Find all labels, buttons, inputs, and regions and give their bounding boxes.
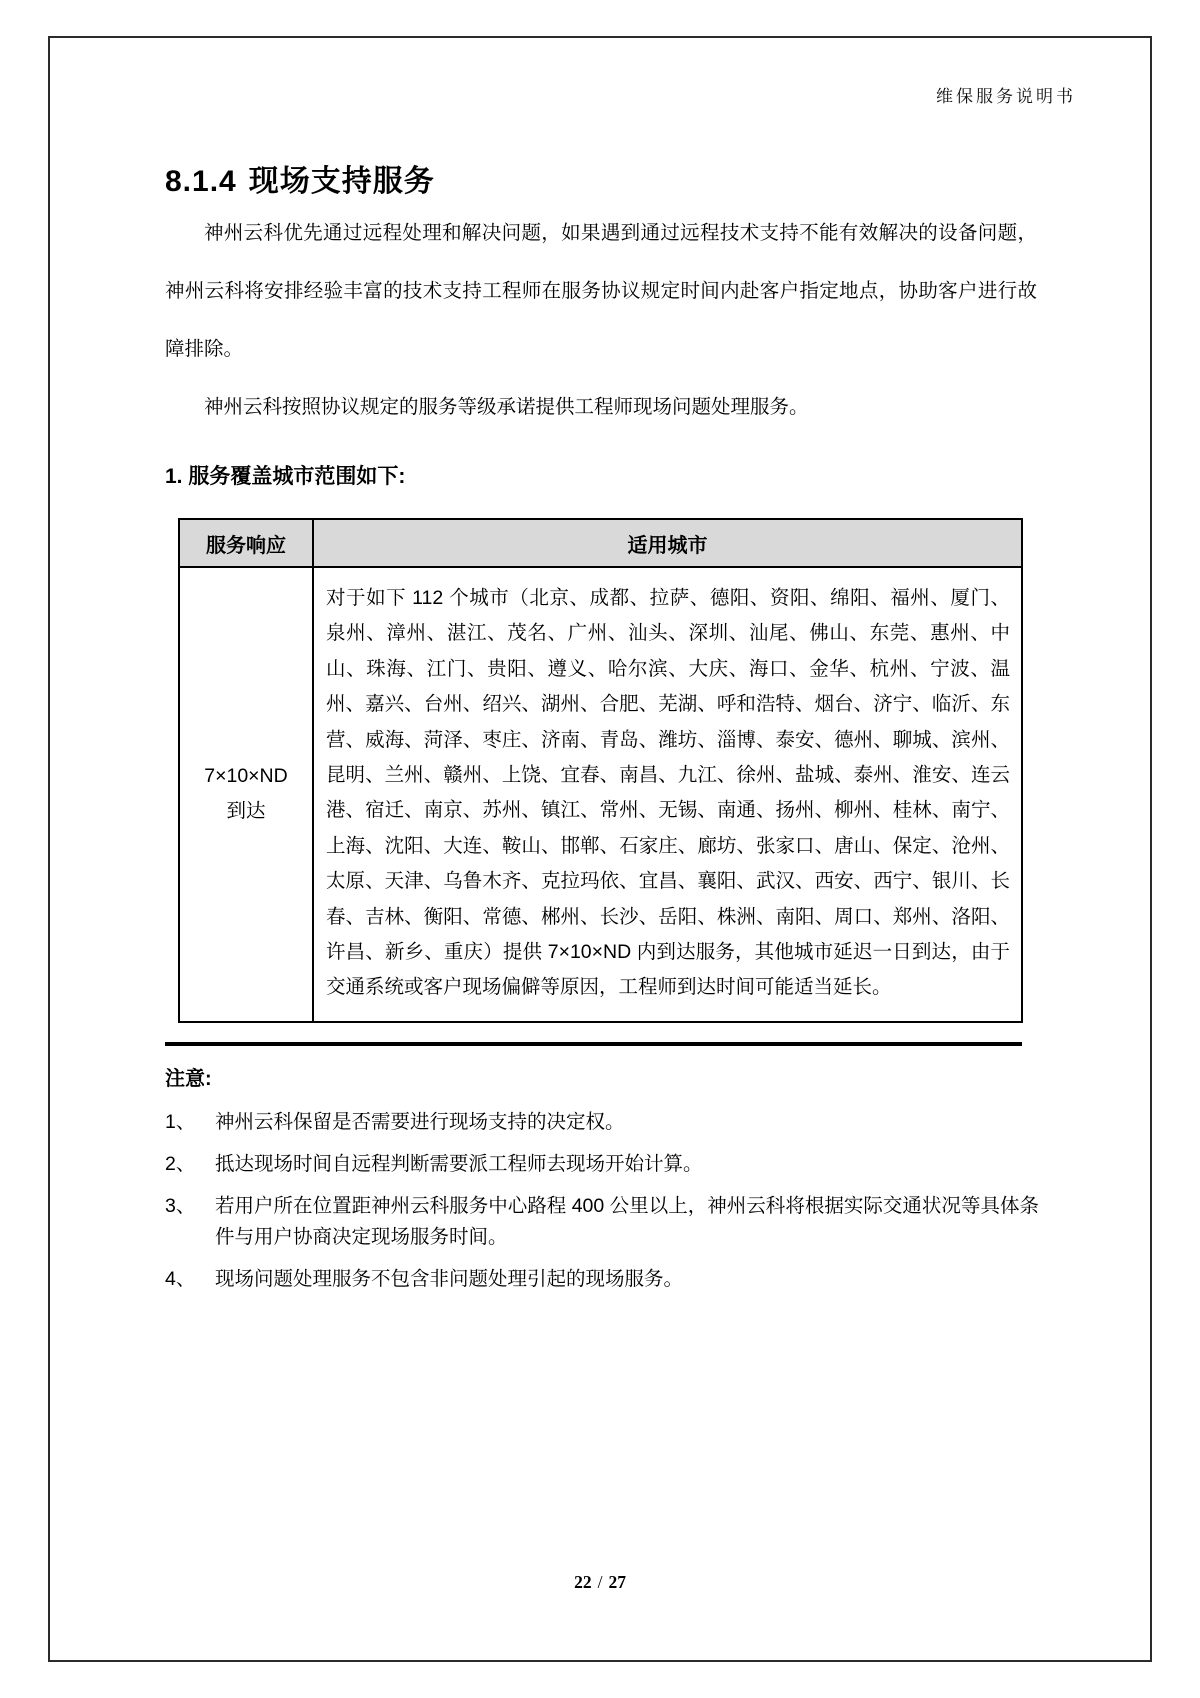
section-heading [165,156,435,200]
paragraph-service-level: 神州云科按照协议规定的服务等级承诺提供工程师现场问题处理服务。 [204,396,809,418]
service-response-cell [179,567,313,1022]
table-row [179,567,1022,1022]
coverage-list-heading: 1. 服务覆盖城市范围如下: [165,465,406,488]
service-coverage-table [178,518,1023,1023]
applicable-cities-cell: 对于如下 112 个城市（北京、成都、拉萨、德阳、资阳、绵阳、福州、厦门、泉州、漳州、湛江、茂名、广州、汕头、深圳、汕尾、佛山、东莞、惠州、中山、珠海、江门、贵阳、遵义、哈尔滨、大庆、海口、金华、杭州、宁波、温州、嘉兴、台州、绍兴、湖州、合肥、芜湖、呼和浩特、烟台、济宁、临沂、东营、威海、菏泽、枣庄、济南、青岛、潍坊、淄博、泰安、德州、聊城、滨州、昆明、兰州、赣州、上饶、宜春、南昌、九江、徐州、盐城、泰州、淮安、连云港、宿迁、南京、苏州、镇江、常州、无锡、南通、扬州、柳州、桂林、南宁、上海、沈阳、大连、鞍山、邯郸、石家庄、廊坊、张家口、唐山、保定、沧州、太原、天津、乌鲁木齐、克拉玛依、宜昌、襄阳、武汉、西安、西宁、银川、长春、吉林、衡阳、常德、郴州、长沙、岳阳、株洲、南阳、周口、郑州、洛阳、许昌、新乡、重庆）提供 7×10×ND 内到达服务，其他城市延迟一日到达，由于交通系统或客户现场偏僻等原因，工程师到达时间可能适当延长。 [313,567,1022,1022]
paragraph-remote-first: 神州云科优先通过远程处理和解决问题，如果遇到通过远程技术支持不能有效解决的设备问题，神州云科将安排经验丰富的技术支持工程师在服务协议规定时间内赴客户指定地点，协助客户进行故障排除。 [165,222,1037,360]
list-item [165,1149,1039,1180]
notes-section [165,1062,1039,1306]
note-text: 现场问题处理服务不包含非问题处理引起的现场服务。 [215,1268,684,1290]
note-text: 若用户所在位置距神州云科服务中心路程 400 公里以上，神州云科将根据实际交通状况等具体条件与用户协商决定现场服务时间。 [215,1195,1039,1248]
column-header-service-response: 服务响应 [179,519,313,567]
note-text: 神州云科保留是否需要进行现场支持的决定权。 [215,1111,625,1133]
section-number: 8.1.4 [165,165,237,199]
table-header-row [179,519,1022,567]
page-current: 22 [574,1572,592,1592]
body-paragraphs [165,204,1037,436]
list-item [165,1191,1039,1253]
list-item [165,1264,1039,1295]
page-total: 27 [608,1572,626,1592]
note-number: 4、 [165,1268,196,1290]
list-item [165,1107,1039,1138]
note-number: 2、 [165,1153,196,1175]
note-number: 1、 [165,1111,196,1133]
note-number: 3、 [165,1195,196,1217]
section-title: 现场支持服务 [248,165,435,199]
page-separator: / [597,1572,603,1592]
note-text: 抵达现场时间自远程判断需要派工程师去现场开始计算。 [215,1153,703,1175]
service-response-value: 7×10×ND [204,765,288,788]
service-response-arrival: 到达 [226,800,266,823]
notes-title: 注意: [165,1068,212,1090]
document-header-title: 维保服务说明书 [936,87,1076,106]
page-number-footer [0,1572,1200,1593]
column-header-applicable-cities: 适用城市 [313,519,1022,567]
section-divider-rule [165,1042,1022,1046]
